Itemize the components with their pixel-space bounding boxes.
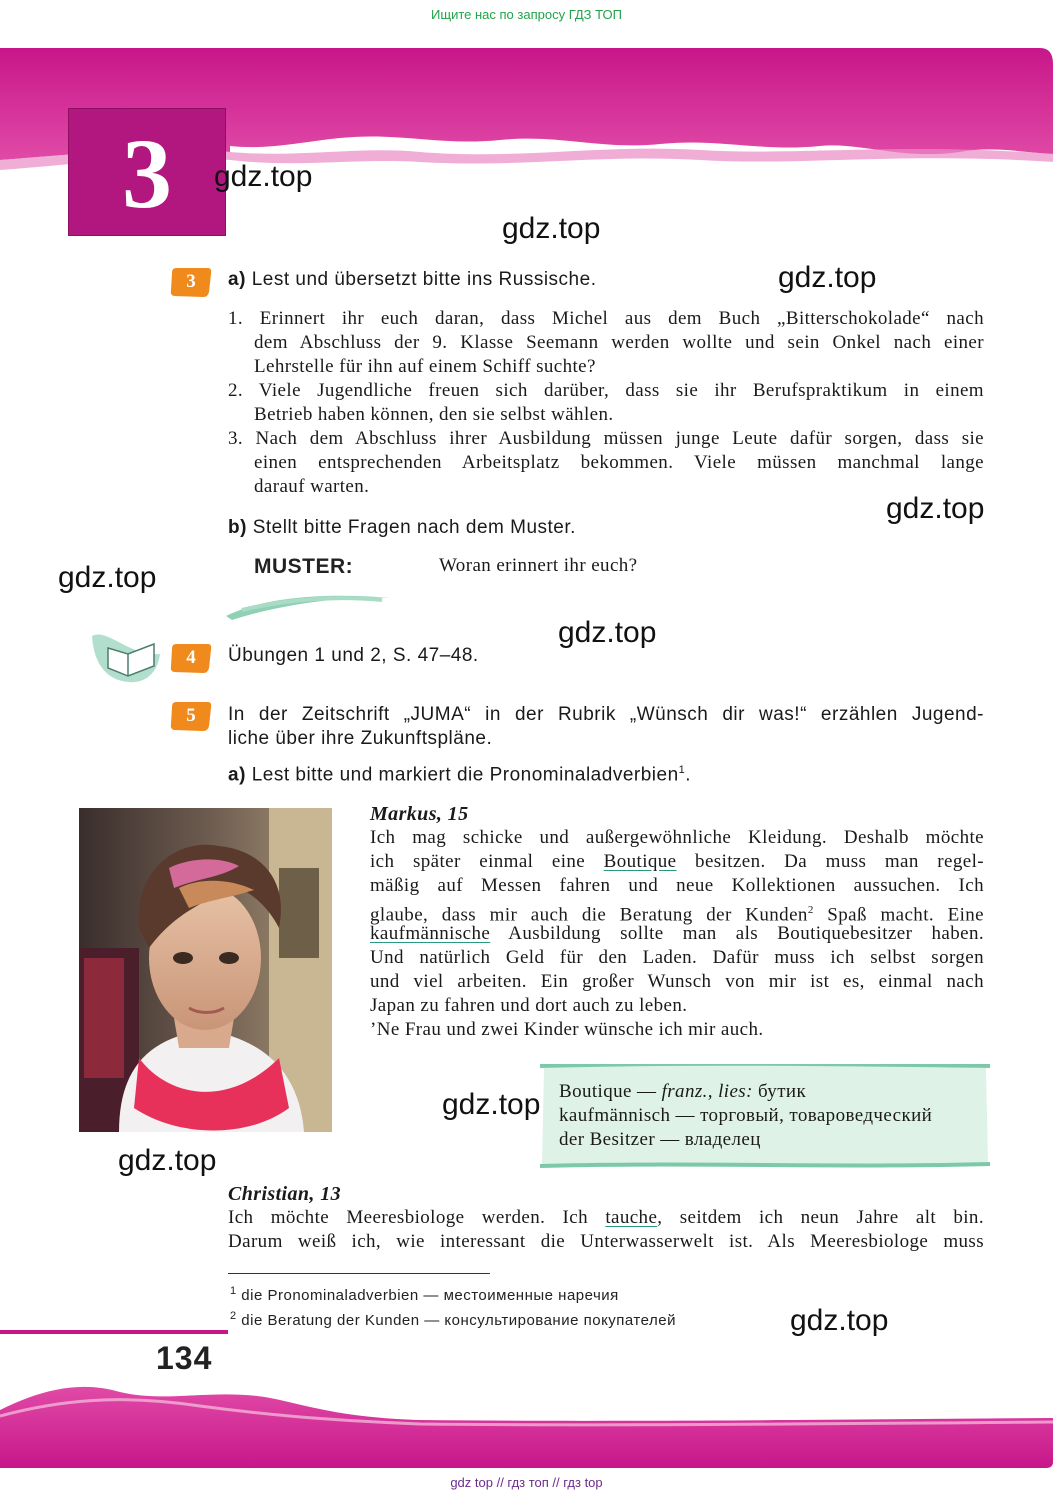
task-badge-3 (170, 266, 212, 298)
task5-intro-line: liche über ihre Zukunftspläne. (228, 728, 493, 749)
markus-line: Und natürlich Geld für den Laden. Dafür muss ich selbst sorgen (370, 947, 984, 968)
footnote-ref: 1 (678, 764, 686, 776)
task3-item-3-line: 3. Nach dem Abschluss ihrer Ausbildung müssen junge Leute dafür sorgen, dass sie (228, 428, 984, 449)
task3-item-2-line: 2. Viele Jugendliche freuen sich darüber, dass sie ihr Berufspraktikum in einem (228, 380, 984, 401)
task5-a-text: Lest bitte und markiert die Pronominaladverbien (251, 764, 679, 786)
task3-item-1-line: dem Abschluss der 9. Klasse Seemann werden wollte und sein Onkel nach einer (254, 332, 984, 353)
watermark: gdz.top (502, 212, 601, 245)
task3-item-1-line: Lehrstelle für ihn auf einem Schiff suchte? (254, 356, 596, 377)
vocab-translation: торговый, товароведческий (700, 1105, 933, 1126)
watermark: gdz.top (214, 160, 313, 193)
christian-line: Ich möchte Meeresbiologe werden. Ich tauche, seitdem ich neun Jahre alt bin. (228, 1207, 984, 1228)
task-badge-4 (170, 642, 212, 674)
glossary-word: kaufmännische (370, 923, 491, 944)
footnote-number: 1 (230, 1285, 237, 1297)
footnotes (230, 1281, 676, 1331)
footnote (230, 1306, 676, 1331)
task3-item-1-line: 1. Erinnert ihr euch daran, dass Michel aus dem Buch „Bitterschokolade“ nach (228, 308, 984, 329)
muster-example: Woran erinnert ihr euch? (439, 555, 638, 576)
muster-brush-stroke (222, 586, 394, 622)
vocab-word: der Besitzer (559, 1129, 656, 1150)
watermark: gdz.top (558, 616, 657, 649)
markus-photo (79, 808, 332, 1132)
page-number-rule (0, 1330, 228, 1334)
task5-a-instruction (228, 764, 691, 786)
task5-intro (228, 703, 984, 751)
footnote (230, 1281, 676, 1306)
footnote-divider (228, 1273, 490, 1274)
task3-a-instruction (228, 269, 596, 291)
markus-heading: Markus, 15 (370, 803, 469, 825)
footer-band (0, 1370, 1053, 1470)
task5-intro-line: In der Zeitschrift „JUMA“ in der Rubrik „Wünsch dir was!“ erzählen Jugend- (228, 704, 984, 725)
vocab-note: franz., lies: (661, 1081, 753, 1102)
vocab-translation: бутик (752, 1081, 807, 1102)
markus-line: mäßig auf Messen fahren und neue Kollektionen aussuchen. Ich (370, 875, 984, 896)
vocab-entry (559, 1080, 932, 1104)
vocab-word: Boutique (559, 1081, 632, 1102)
task3-item-2-line: Betrieb haben können, den sie selbst wählen. (254, 404, 614, 425)
vocab-list (559, 1080, 932, 1152)
christian-heading: Christian, 13 (228, 1183, 342, 1205)
christian-text (228, 1206, 984, 1254)
task-number: 4 (186, 647, 196, 668)
vocab-dash: — (631, 1081, 662, 1102)
task3-b-label: b) (228, 517, 247, 538)
task5-a-label: a) (228, 764, 246, 786)
markus-line: ich später einmal eine Boutique besitzen. Da muss man regel- (370, 851, 984, 872)
watermark: gdz.top (790, 1304, 889, 1337)
task3-item-3-line: darauf warten. (254, 476, 370, 497)
task3-b-text: Stellt bitte Fragen nach dem Muster. (252, 517, 576, 538)
markus-line: kaufmännische Ausbildung sollte man als Boutiquebesitzer haben. (370, 923, 984, 944)
vocab-translation: владелец (684, 1129, 761, 1150)
watermark: gdz.top (118, 1144, 217, 1177)
task5-a-end: . (685, 764, 692, 786)
task3-a-text: Lest und übersetzt bitte ins Russische. (251, 269, 597, 290)
task3-item-3-line: einen entsprechenden Arbeitsplatz bekommen. Viele müssen manchmal lange (254, 452, 984, 473)
watermark: gdz.top (778, 261, 877, 294)
page-number: 134 (156, 1340, 213, 1376)
markus-line: Japan zu fahren und dort auch zu leben. (370, 995, 688, 1016)
task3-items (228, 307, 984, 499)
book-icon (88, 626, 164, 686)
vocab-dash: — (670, 1105, 701, 1126)
markus-line-4-start: glaube, dass mir auch die Beratung der Kunden (370, 904, 808, 926)
footer-links-bar (0, 1470, 1053, 1500)
task-number: 5 (186, 705, 196, 726)
glossary-word: tauche (605, 1207, 658, 1228)
footnote-ref: 2 (807, 904, 814, 916)
markus-line: und viel arbeiten. Ein großer Wunsch von mir ist es, einmal nach (370, 971, 984, 992)
glossary-word: Boutique (603, 851, 677, 872)
markus-line-4-end: Spaß macht. Eine (813, 904, 985, 926)
watermark: gdz.top (58, 561, 157, 594)
task-number: 3 (186, 271, 196, 292)
footer-links[interactable]: gdz top // гдз топ // гдз top (450, 1475, 603, 1490)
markus-line: Ich mag schicke und außergewöhnliche Kleidung. Deshalb möchte (370, 827, 984, 848)
search-hint-text: Ищите нас по запросу ГДЗ ТОП (431, 7, 622, 22)
task3-b-instruction (228, 517, 576, 539)
task-badge-5 (170, 700, 212, 732)
footnote-text: die Pronominaladverbien — местоименные наречия (241, 1287, 619, 1304)
watermark: gdz.top (886, 492, 985, 525)
christian-line: Darum weiß ich, wie interessant die Unterwasserwelt ist. Als Meeresbiologe muss (228, 1231, 984, 1252)
muster-label: MUSTER: (254, 555, 354, 578)
markus-text (370, 826, 984, 1042)
task4-text: Übungen 1 und 2, S. 47–48. (228, 645, 479, 666)
markus-line-4 (370, 898, 985, 926)
markus-line: ’Ne Frau und zwei Kinder wünsche ich mir auch. (370, 1019, 764, 1040)
footnote-number: 2 (230, 1310, 237, 1322)
chapter-number: 3 (122, 118, 172, 229)
vocab-dash: — (655, 1129, 685, 1150)
search-hint-bar (0, 0, 1053, 34)
vocab-entry (559, 1104, 932, 1128)
footnote-text: die Beratung der Kunden — консультирование покупателей (241, 1312, 676, 1329)
vocab-word: kaufmännisch (559, 1105, 671, 1126)
vocab-entry (559, 1128, 932, 1152)
task3-a-label: a) (228, 269, 246, 290)
watermark: gdz.top (442, 1088, 541, 1121)
